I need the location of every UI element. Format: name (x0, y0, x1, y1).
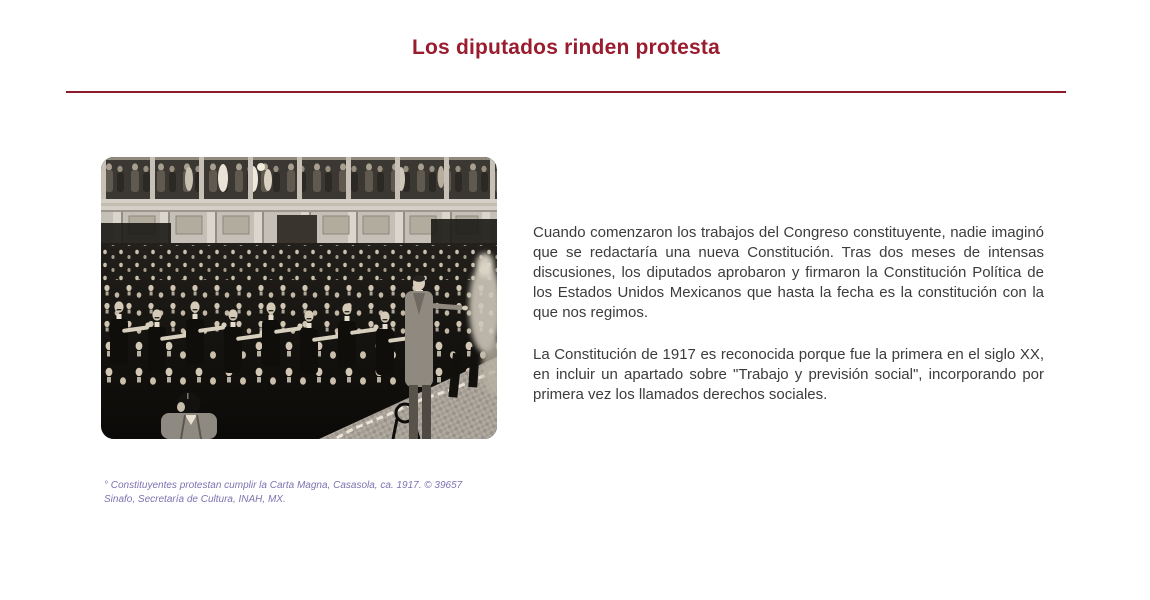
constituyentes-photo (101, 157, 497, 439)
article-text (533, 223, 1044, 405)
title-divider (66, 91, 1066, 93)
page-title: Los diputados rinden protesta (412, 36, 720, 59)
historic-photo-illustration (101, 157, 497, 439)
paragraph-2: La Constitución de 1917 es reconocida porque fue la primera en el siglo XX, en incluir un apartado sobre "Trabajo y previsión social", incorporando por primera vez los llamados derechos sociales. (533, 346, 1044, 403)
photo-caption: ° Constituyentes protestan cumplir la Carta Magna, Casasola, ca. 1917. © 39657 Sinafo, Secretaría de Cultura, INAH, MX. (104, 480, 463, 505)
paragraph-1: Cuando comenzaron los trabajos del Congreso constituyente, nadie imaginó que se redactaría una nueva Constitución. Tras dos meses de intensas discusiones, los diputados aprobaron y firmaron la Constitución Política de los Estados Unidos Mexicanos que hasta la fecha es la constitución con la que nos regimos. (533, 224, 1044, 321)
